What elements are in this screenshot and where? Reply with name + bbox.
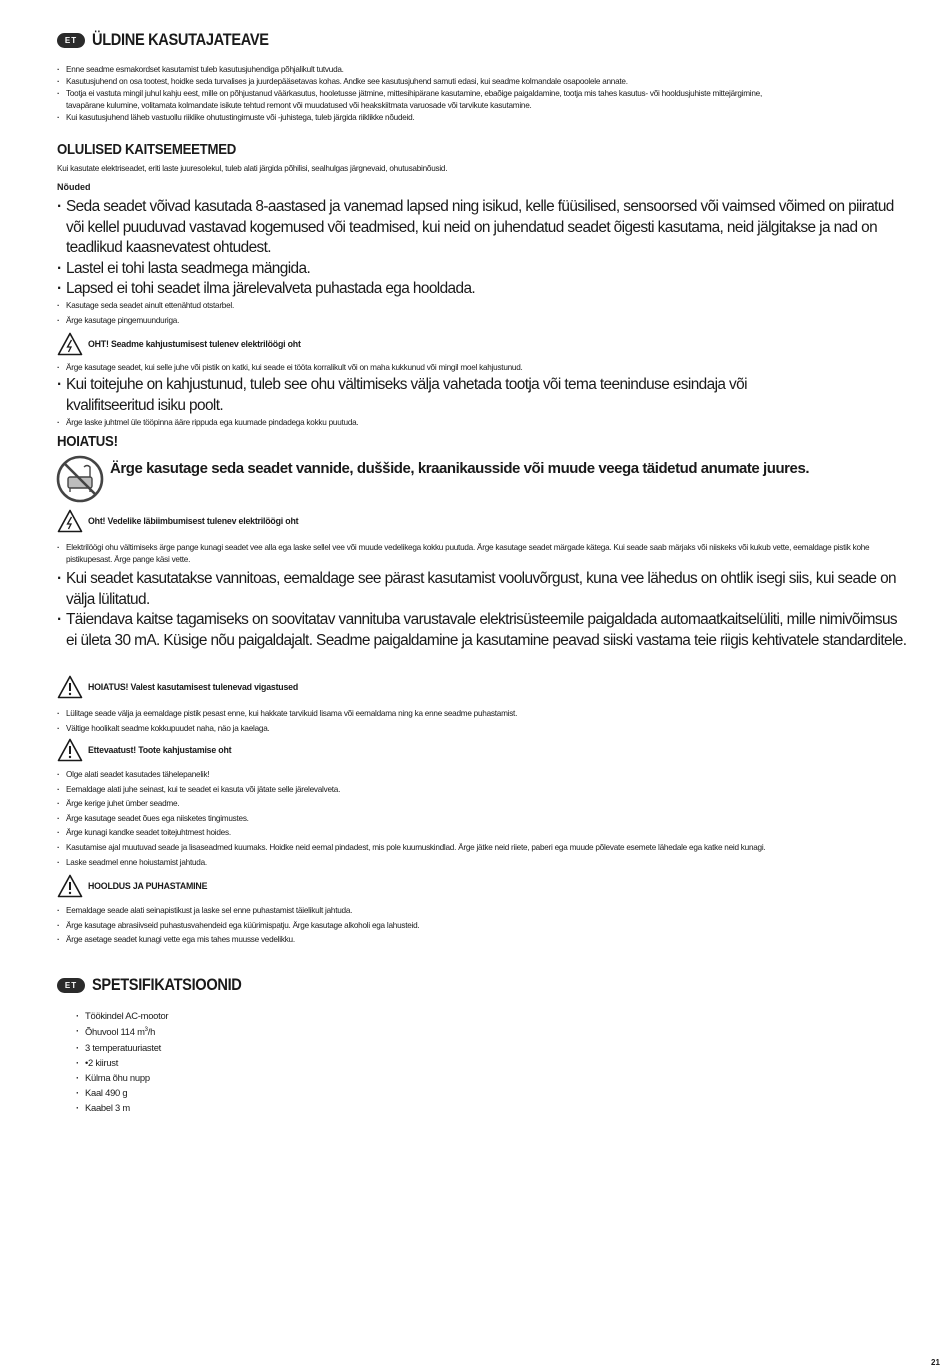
spec-item: · Kaabel 3 m (76, 1100, 168, 1115)
damage-list (57, 362, 907, 429)
electric-hazard-icon (57, 332, 83, 356)
warning-caution-title: Ettevaatust! Toote kahjustamise oht (88, 745, 232, 755)
list-item: · Ärge kasutage seadet, kui selle juhe või pistik on katki, kui seade ei tööta korralikult või on maha kukkunud või mingil moel kahjustunud. (57, 362, 907, 374)
list-item: · Tootja ei vastuta mingil juhul kahju eest, mille on põhjustanud väärkasutus, hooletusse jätmine, mittesihipärane kasutamine, ebaõige paigaldamine, tootja mis tahes kasutus- või hooldusjuhiste mittejärgimine, tavapärane kulumine, volitamata kolmandate isikute tehtud remont või muudatused või heakskiitmata varuosade või tarvikute kasutamine. (57, 88, 766, 112)
list-item: · Eemaldage seade alati seinapistikust ja laske sel enne puhastamist täielikult jahtuda. (57, 904, 907, 919)
list-item: · Ärge kasutage abrasiivseid puhastusvahendeid ega küürimispatju. Ärge kasutage alkoholi ega lahusteid. (57, 919, 907, 934)
requirements-large-list (57, 197, 907, 300)
list-item: · Ärge kunagi kandke seadet toitejuhtmest hoides. (57, 826, 907, 841)
misuse-list (57, 706, 907, 736)
list-item: · Lastel ei tohi lasta seadmega mängida. (57, 259, 907, 280)
list-item: · Ärge laske juhtmel üle tööpinna ääre rippuda ega kuumade pindadega kokku puutuda. (57, 417, 907, 429)
list-item: · Eemaldage alati juhe seinast, kui te seadet ei kasuta või jätate selle järelevalveta. (57, 783, 907, 798)
warning-care (57, 874, 207, 898)
spec-item: · Töökindel AC-mootor (76, 1008, 168, 1023)
warning-damage (57, 332, 301, 356)
list-item: · Ärge kerige juhet ümber seadme. (57, 797, 907, 812)
list-item: · Seda seadet võivad kasutada 8-aastased ja vanemad lapsed ning isikud, kelle füüsilised, sensoorsed või vaimsed võimed on piiratud või kellel puuduvad vastavad kogemused või teadmised, kui neid on juhendatud seadet õigesti kasutama, neid jälgitakse ja nad on teadlikud kaasnevatest ohtudest. (57, 197, 907, 259)
specs-list (76, 1008, 168, 1116)
list-item: · Elektrilöögi ohu vältimiseks ärge pange kunagi seadet vee alla ega laske sellel vee või muude vedelikega kokku puutuda. Ärge kasutage seadet märgade kätega. Kui seade saab märjaks või niiskeks või kukub vette, eemaldage pistik kohe pistikupesast. Ärge pange käsi vette. (57, 542, 896, 566)
caution-list (57, 768, 907, 870)
warning-heading: HOIATUS! (57, 433, 118, 450)
list-item: · Lülitage seade välja ja eemaldage pistik pesast enne, kui hakkate tarvikuid lisama või eemaldama ning ka enne seadme puhastamist. (57, 706, 907, 721)
list-item: · Ärge kasutage pingemuunduriga. (57, 313, 907, 328)
list-item: · Lapsed ei tohi seadet ilma järelevalveta puhastada ega hooldada. (57, 279, 907, 300)
general-info-list (57, 64, 907, 124)
spec-item: · 3 temperatuuriastet (76, 1040, 168, 1055)
spec-item: · Külma õhu nupp (76, 1070, 168, 1085)
list-item: · Kui toitejuhe on kahjustunud, tuleb see ohu vältimiseks välja vahetada tootja või tema teeninduse esindaja või kvalifitseeritud isiku poolt. (57, 375, 836, 416)
warning-misuse-title: HOIATUS! Valest kasutamisest tulenevad vigastused (88, 682, 299, 692)
warning-caution (57, 738, 231, 762)
no-bath-icon (56, 455, 104, 503)
list-item: · Kasutage seda seadet ainult ettenähtud otstarbel. (57, 298, 907, 313)
language-badge: ET (57, 33, 85, 48)
list-item: · Täiendava kaitse tagamiseks on soovitatav vannituba varustavale elektrisüsteemile paigaldada automaatkaitselüliti, mille nimivõimsus ei ületa 30 mA. Küsige nõu paigaldajalt. Seadme paigaldamine ja kasutamine peavad siiski vastama teie riigis kehtivatele standarditele. (57, 610, 907, 651)
list-item: · Olge alati seadet kasutades tähelepanelik! (57, 768, 907, 783)
safeguards-intro: Kui kasutate elektriseadet, eriti laste juuresolekul, tuleb alati järgida põhilisi, sealhulgas järgnevaid, ohutusabinõusid. (57, 164, 448, 173)
spec-item: · Õhuvool 114 $m^3/h$ (76, 1023, 168, 1039)
water-list (57, 542, 907, 651)
warning-care-title: HOOLDUS JA PUHASTAMINE (88, 881, 208, 891)
page-number: 21 (931, 1358, 940, 1367)
spec-item: · •2 kiirust (76, 1055, 168, 1070)
language-badge: ET (57, 978, 85, 993)
list-item: · Kui kasutusjuhend läheb vastuollu riiklike ohutustingimuste või -juhistega, tuleb järgida riiklikke nõudeid. (57, 112, 907, 124)
list-item: · Ärge kasutage seadet õues ega niisketes tingimustes. (57, 812, 907, 827)
section-title-specs: SPETSIFIKATSIOONID (92, 975, 242, 994)
list-item: · Enne seadme esmakordset kasutamist tuleb kasutusjuhendiga põhjalikult tutvuda. (57, 64, 907, 76)
list-item: · Kui seadet kasutatakse vannitoas, eemaldage see pärast kasutamist vooluvõrgust, kuna vee lähedus on ohtlik isegi siis, kui seade on välja lülitatud. (57, 569, 907, 610)
warning-damage-title: OHT! Seadme kahjustumisest tulenev elektrilöögi oht (88, 339, 301, 349)
warning-water (57, 509, 298, 533)
section-header-general (57, 30, 297, 50)
list-item: · Kasutamise ajal muutuvad seade ja lisaseadmed kuumaks. Hoidke neid eemal pindadest, mis pole kuumuskindlad. Ärge jätke neid riiete, paberi ega muude põlevate esemete lähedale ega katke neid kunagi. (57, 841, 907, 856)
warning-water-title: Oht! Vedelike läbiimbumisest tulenev elektrilöögi oht (88, 516, 299, 526)
bath-warning-text: Ärge kasutage seda seadet vannide, duššide, kraanikausside või muude veega täidetud anumate juures. (110, 460, 810, 477)
section-title-general: ÜLDINE KASUTAJATEAVE (92, 30, 269, 49)
section-title-safeguards: OLULISED KAITSEMEETMED (57, 141, 237, 158)
requirements-label: Nõuded (57, 182, 91, 192)
exclamation-warning-icon (57, 675, 83, 699)
care-list (57, 904, 907, 948)
spec-item: · Kaal 490 g (76, 1085, 168, 1100)
section-header-specs (57, 975, 266, 995)
warning-misuse (57, 675, 298, 699)
list-item: · Ärge asetage seadet kunagi vette ega mis tahes muusse vedelikku. (57, 933, 907, 948)
list-item: · Kasutusjuhend on osa tootest, hoidke seda turvalises ja juurdepääsetavas kohas. Andke see kasutusjuhend samuti edasi, kui seadme kolmandale osapoolele annate. (57, 76, 907, 88)
list-item: · Vältige hoolikalt seadme kokkupuudet naha, näo ja kaelaga. (57, 721, 907, 736)
exclamation-warning-icon (57, 738, 83, 762)
exclamation-warning-icon (57, 874, 83, 898)
electric-hazard-icon (57, 509, 83, 533)
requirements-small-list (57, 298, 907, 328)
list-item: · Laske seadmel enne hoiustamist jahtuda. (57, 856, 907, 871)
